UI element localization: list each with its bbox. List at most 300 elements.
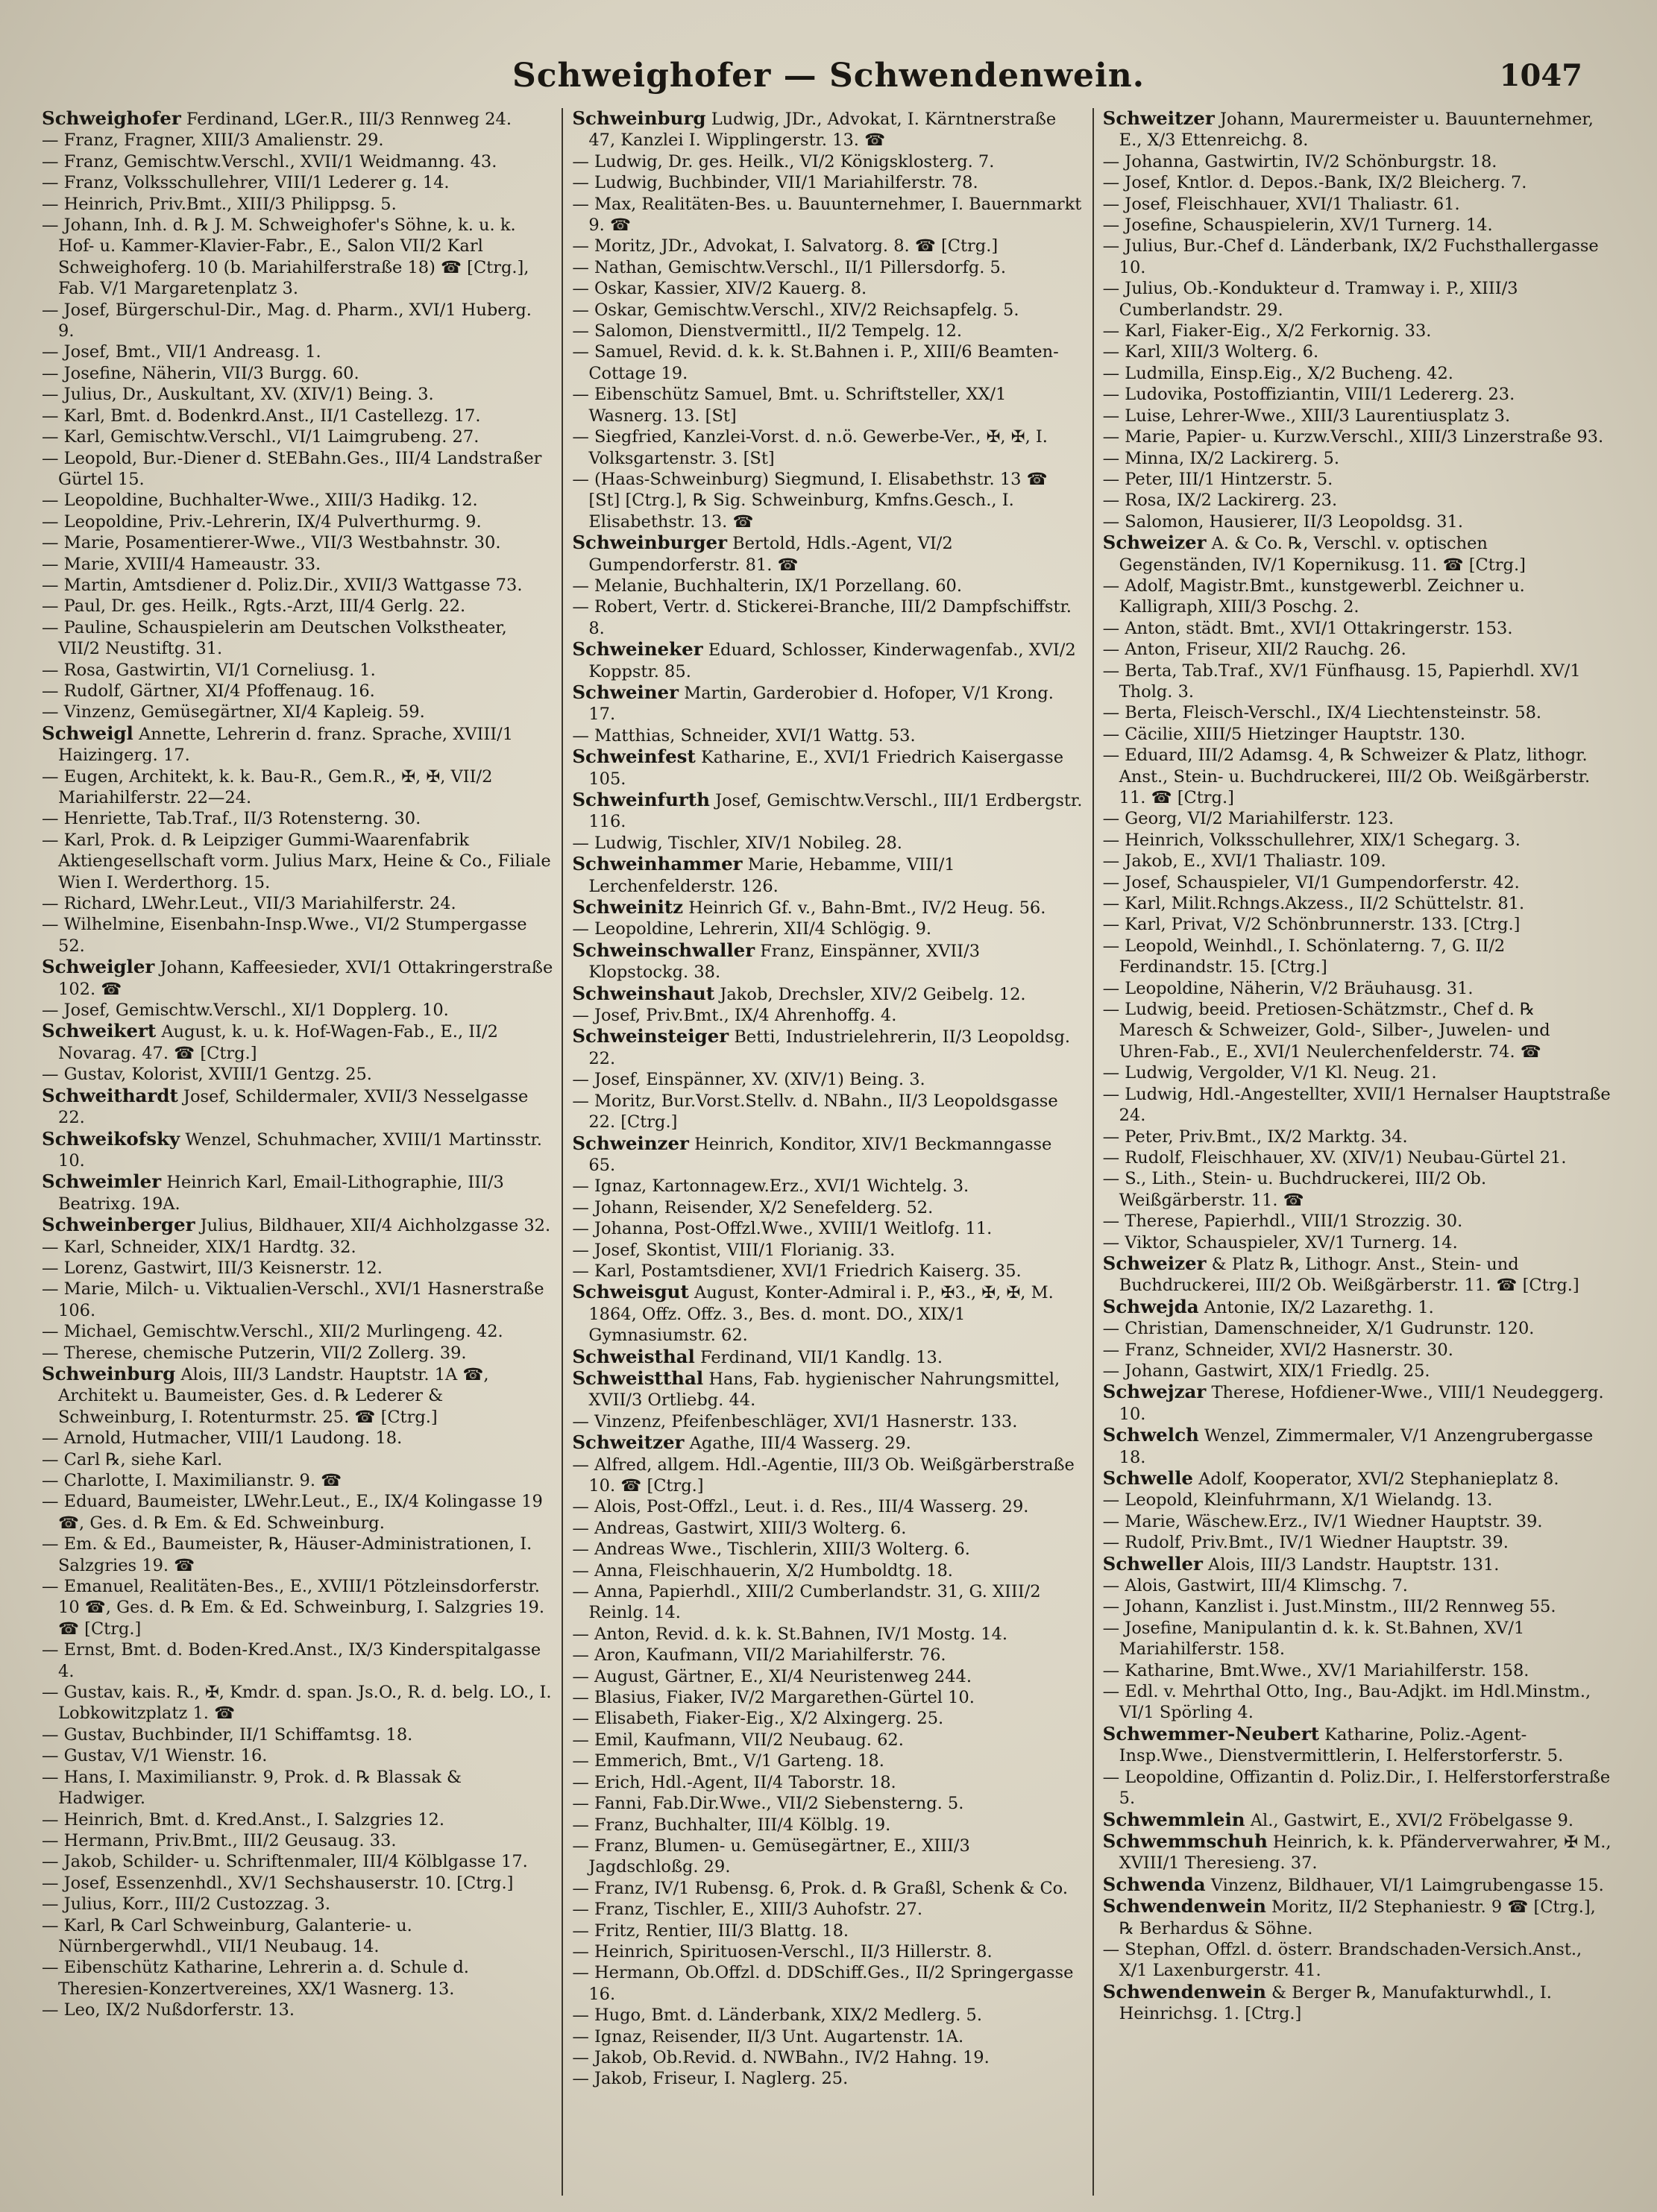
directory-entry	[1103, 1361, 1614, 1381]
directory-entry	[572, 1091, 1083, 1133]
directory-entry	[42, 215, 553, 300]
entry-details: — Paul, Dr. ges. Heilk., Rgts.-Arzt, III/4 Gerlg. 22.	[42, 596, 466, 617]
entry-surname: Schweikofsky	[42, 1127, 180, 1150]
directory-entry	[42, 1279, 553, 1321]
entry-details: — Johann, Reisender, X/2 Senefelderg. 52.	[572, 1197, 934, 1217]
directory-entry	[42, 808, 553, 829]
entry-details: — Josef, Skontist, VIII/1 Florianig. 33.	[572, 1240, 896, 1260]
directory-entry	[1103, 1232, 1614, 1253]
directory-entry	[572, 1005, 1083, 1026]
directory-entry	[42, 300, 553, 342]
entry-details: — Pauline, Schauspielerin am Deutschen Volkstheater, VII/2 Neustiftg. 31.	[42, 617, 507, 659]
entry-details: — Julius, Ob.-Kondukteur d. Tramway i. P., XIII/3 Cumberlandstr. 29.	[1102, 279, 1518, 320]
entry-details: Heinrich Gf. v., Bahn-Bmt., IV/2 Heug. 56.	[683, 898, 1046, 918]
entry-details: — Karl, Schneider, XIX/1 Hardtg. 32.	[42, 1237, 356, 1257]
directory-entry	[1103, 1511, 1614, 1532]
entry-details: — Gustav, kais. R., ✠, Kmdr. d. span. Js.O., R. d. belg. LO., I. Lobkowitzplatz 1. ☎	[42, 1683, 552, 1724]
entry-details: Wenzel, Schuhmacher, XVIII/1 Martinsstr. 10.	[58, 1129, 542, 1170]
entry-details: — Franz, Schneider, XVI/2 Hasnerstr. 30.	[1102, 1340, 1453, 1360]
entry-details: — Hermann, Priv.Bmt., III/2 Geusaug. 33.	[42, 1830, 397, 1850]
entry-details: — Katharine, Bmt.Wwe., XV/1 Mariahilferstr. 158.	[1102, 1660, 1529, 1680]
entry-details: — Eibenschütz Katharine, Lehrerin a. d. Schule d. Theresien-Konzertvereines, XX/1 Wasnerg. 13.	[42, 1958, 469, 1999]
directory-entry	[1103, 702, 1614, 723]
entry-surname: Schweizer	[1102, 532, 1207, 554]
directory-entry	[1103, 341, 1614, 362]
directory-entry	[1103, 1296, 1614, 1318]
directory-entry	[1103, 872, 1614, 893]
entry-surname: Schweisthal	[572, 1345, 695, 1367]
entry-details: Alois, III/3 Landstr. Hauptstr. 131.	[1202, 1554, 1500, 1575]
entry-details: — Marie, Papier- u. Kurzw.Verschl., XIII/3 Linzerstraße 93.	[1102, 427, 1604, 447]
directory-entry	[42, 1171, 553, 1214]
directory-entry	[42, 681, 553, 702]
entry-details: — Michael, Gemischtw.Verschl., XII/2 Murlingeng. 42.	[42, 1322, 503, 1342]
entry-details: — Josef, Kntlor. d. Depos.-Bank, IX/2 Bleicherg. 7.	[1102, 173, 1527, 193]
entry-details: — Gustav, Kolorist, XVIII/1 Gentzg. 25.	[42, 1065, 372, 1085]
directory-entry	[572, 1730, 1083, 1751]
page-number: 1047	[1499, 58, 1582, 93]
directory-entry	[42, 1957, 553, 2000]
directory-entry	[1103, 1425, 1614, 1468]
entry-surname: Schweinsteiger	[572, 1025, 729, 1047]
directory-entry	[572, 1518, 1083, 1539]
directory-entry	[42, 151, 553, 172]
directory-entry	[572, 833, 1083, 854]
entry-details: — Karl, XIII/3 Wolterg. 6.	[1102, 342, 1319, 362]
directory-entry	[572, 596, 1083, 639]
entry-details: Antonie, IX/2 Lazarethg. 1.	[1198, 1297, 1434, 1317]
entry-details: Josef, Gemischtw.Verschl., III/1 Erdbergstr. 116.	[588, 791, 1083, 832]
entry-details: — Henriette, Tab.Traf., II/3 Rotensterng. 30.	[42, 809, 421, 829]
directory-entry	[1103, 1982, 1614, 2025]
directory-entry	[572, 1836, 1083, 1878]
directory-entry	[1103, 661, 1614, 703]
entry-details: Katharine, E., XVI/1 Friedrich Kaisergasse 105.	[588, 748, 1064, 789]
entry-details: — Gustav, Buchbinder, II/1 Schiffamtsg. 18.	[42, 1724, 413, 1745]
directory-entry	[1103, 448, 1614, 469]
entry-details: — Josefine, Näherin, VII/3 Burgg. 60.	[42, 363, 359, 383]
directory-entry	[42, 766, 553, 809]
entry-details: — Karl, Prok. d. ℞ Leipziger Gummi-Waarenfabrik Aktiengesellschaft vorm. Julius Marx, Heine & Co., Filiale Wien I. Werderthorg. 15.	[42, 830, 551, 892]
directory-entry	[42, 660, 553, 681]
directory-entry	[572, 2026, 1083, 2047]
entry-details: — Karl, Postamtsdiener, XVI/1 Friedrich Kaiserg. 35.	[572, 1261, 1022, 1281]
directory-entry	[1103, 1809, 1614, 1831]
directory-entry	[572, 1432, 1083, 1454]
entry-details: Jakob, Drechsler, XIV/2 Geibelg. 12.	[714, 984, 1026, 1004]
directory-entry	[572, 983, 1083, 1005]
entry-details: — Andreas, Gastwirt, XIII/3 Wolterg. 6.	[572, 1518, 907, 1538]
entry-surname: Schweistthal	[572, 1367, 704, 1389]
entry-surname: Schwendenwein	[1102, 1895, 1266, 1918]
directory-entry	[1103, 1896, 1614, 1939]
directory-entry	[1103, 576, 1614, 618]
entry-details: — Matthias, Schneider, XVI/1 Wattg. 53.	[572, 725, 916, 746]
directory-entry	[572, 1941, 1083, 1962]
directory-entry	[42, 1343, 553, 1364]
entry-details: — Marie, Wäschew.Erz., IV/1 Wiedner Hauptstr. 39.	[1102, 1511, 1543, 1531]
entry-details: — Salomon, Dienstvermittl., II/2 Tempelg. 12.	[572, 321, 963, 341]
entry-details: — Jakob, Ob.Revid. d. NWBahn., IV/2 Hahng. 19.	[572, 2047, 990, 2067]
directory-entry	[42, 1129, 553, 1172]
entry-surname: Schwejda	[1102, 1295, 1199, 1317]
entry-details: — Peter, III/1 Hintzerstr. 5.	[1102, 469, 1333, 489]
directory-entry	[572, 682, 1083, 725]
directory-entry	[1103, 1340, 1614, 1361]
directory-entry	[572, 1496, 1083, 1517]
entry-surname: Schweinburg	[572, 108, 706, 129]
entry-details: — Emanuel, Realitäten-Bes., E., XVIII/1 Pötzleinsdorferstr. 10 ☎, Ges. d. ℞ Em. & Ed. Schweinburg, I. Salzgries 19. ☎ [Ctrg.]	[42, 1577, 545, 1639]
directory-entry	[1103, 490, 1614, 511]
directory-entry	[1103, 1874, 1614, 1896]
directory-entry	[572, 1218, 1083, 1239]
entry-surname: Schweinshaut	[572, 982, 715, 1004]
entry-details: — Samuel, Revid. d. k. k. St.Bahnen i. P., XIII/6 Beamten-Cottage 19.	[572, 342, 1059, 383]
entry-details: — Karl, Gemischtw.Verschl., VI/1 Laimgrubeng. 27.	[42, 427, 480, 447]
directory-entry	[1103, 1127, 1614, 1147]
entry-details: Josef, Schildermaler, XVII/3 Nesselgasse 22.	[58, 1086, 529, 1128]
entry-details: — Hermann, Ob.Offzl. d. DDSchiff.Ges., II/2 Springergasse 16.	[572, 1963, 1074, 2004]
entry-details: Ludwig, JDr., Advokat, I. Kärntnerstraße 47, Kanzlei I. Wipplingerstr. 13. ☎	[588, 110, 1057, 151]
directory-entry	[42, 1873, 553, 1894]
entry-surname: Schweigl	[42, 722, 133, 744]
entry-surname: Schweinfest	[572, 746, 696, 768]
entry-details: — Emmerich, Bmt., V/1 Garteng. 18.	[572, 1751, 884, 1771]
entry-details: Hans, Fab. hygienischer Nahrungsmittel, XVII/3 Ortliebg. 44.	[588, 1369, 1060, 1411]
entry-details: August, Konter-Admiral i. P., ✠3., ✠, ✠, M. 1864, Offz. Offz. 3., Bes. d. mont. DO., XIX/1 Gymnasiumstr. 62.	[588, 1283, 1054, 1346]
entry-details: Adolf, Kooperator, XVI/2 Stephanieplatz 8.	[1192, 1469, 1559, 1489]
directory-entry	[572, 940, 1083, 983]
entry-details: — Ludwig, Vergolder, V/1 Kl. Neug. 21.	[1102, 1063, 1437, 1083]
directory-entry	[572, 1962, 1083, 2005]
entry-surname: Schwemmer-Neubert	[1102, 1722, 1320, 1745]
entry-details: — Oskar, Kassier, XIV/2 Kauerg. 8.	[572, 279, 867, 299]
directory-entry	[1103, 1724, 1614, 1767]
entry-details: — Em. & Ed., Baumeister, ℞, Häuser-Administrationen, I. Salzgries 19. ☎	[42, 1534, 532, 1575]
directory-entry	[1103, 384, 1614, 405]
directory-entry	[572, 1176, 1083, 1197]
entry-details: — Edl. v. Mehrthal Otto, Ing., Bau-Adjkt. im Hdl.Minstm., VI/1 Spörling 4.	[1102, 1682, 1591, 1723]
entry-details: — S., Lith., Stein- u. Buchdruckerei, III/2 Ob. Weißgärberstr. 11. ☎	[1102, 1169, 1487, 1210]
directory-entry	[572, 278, 1083, 299]
entry-details: — Josef, Bürgerschul-Dir., Mag. d. Pharm., XVI/1 Huberg. 9.	[42, 300, 532, 341]
entry-details: Wenzel, Zimmermaler, V/1 Anzengrubergasse 18.	[1119, 1426, 1594, 1467]
entry-details: — Nathan, Gemischtw.Verschl., II/1 Pillersdorfg. 5.	[572, 257, 1006, 277]
entry-surname: Schweinburg	[42, 1362, 176, 1384]
entry-details: — Oskar, Gemischtw.Verschl., XIV/2 Reichsapfelg. 5.	[572, 300, 1019, 320]
directory-entry	[1103, 172, 1614, 193]
directory-entry	[42, 406, 553, 426]
directory-entry	[42, 1745, 553, 1766]
entry-details: — Josef, Gemischtw.Verschl., XI/1 Dopplerg. 10.	[42, 1001, 449, 1021]
entry-surname: Schweinitz	[572, 896, 684, 918]
entry-details: — Siegfried, Kanzlei-Vorst. d. n.ö. Gewerbe-Ver., ✠, ✠, I. Volksgartenstr. 3. [St]	[572, 427, 1048, 468]
entry-details: Eduard, Schlosser, Kinderwagenfab., XVI/2 Koppstr. 85.	[588, 640, 1076, 681]
directory-entry	[1103, 108, 1614, 151]
directory-entry	[1103, 1681, 1614, 1724]
entry-details: Heinrich, Konditor, XIV/1 Beckmanngasse 65.	[588, 1134, 1052, 1175]
entry-details: — Cäcilie, XIII/5 Hietzinger Hauptstr. 130.	[1102, 724, 1466, 744]
directory-entry	[572, 1645, 1083, 1666]
directory-entry	[1103, 1168, 1614, 1211]
entry-details: Julius, Bildhauer, XII/4 Aichholzgasse 32.	[195, 1216, 551, 1236]
directory-entry	[572, 1920, 1083, 1941]
directory-entry	[1103, 1939, 1614, 1982]
entry-details: — Anna, Papierhdl., XIII/2 Cumberlandstr. 31, G. XIII/2 Reinlg. 14.	[572, 1582, 1041, 1623]
directory-entry	[42, 130, 553, 151]
entry-details: August, k. u. k. Hof-Wagen-Fab., E., II/2 Novarag. 47. ☎ [Ctrg.]	[58, 1022, 498, 1063]
entry-details: — Leopold, Bur.-Diener d. StEBahn.Ges., III/4 Landstraßer Gürtel 15.	[42, 448, 542, 489]
entry-details: — Andreas Wwe., Tischlerin, XIII/3 Wolterg. 6.	[572, 1540, 970, 1560]
directory-entry	[42, 1809, 553, 1830]
entry-details: — Franz, Gemischtw.Verschl., XVII/1 Weidmanng. 43.	[42, 151, 497, 171]
directory-entry	[572, 1069, 1083, 1090]
directory-entry	[572, 321, 1083, 341]
running-title: Schweighofer — Schwendenwein.	[512, 57, 1145, 95]
entry-details: — Johanna, Gastwirtin, IV/2 Schönburgstr. 18.	[1102, 151, 1497, 171]
entry-surname: Schweineker	[572, 638, 703, 661]
directory-entry	[1103, 426, 1614, 447]
directory-entry	[1103, 321, 1614, 341]
entry-details: — Anton, Friseur, XII/2 Rauchg. 26.	[1102, 640, 1406, 660]
directory-entry	[1103, 215, 1614, 236]
entry-details: — Karl, Bmt. d. Bodenkrd.Anst., II/1 Castellezg. 17.	[42, 406, 481, 426]
entry-details: — Karl, Privat, V/2 Schönbrunnerstr. 133. [Ctrg.]	[1102, 915, 1521, 935]
entry-details: — August, Gärtner, E., XI/4 Neuristenweg 244.	[572, 1666, 972, 1686]
entry-surname: Schweighofer	[42, 108, 181, 129]
entry-details: — Ernst, Bmt. d. Boden-Kred.Anst., IX/3 Kinderspitalgasse 4.	[42, 1640, 541, 1681]
entry-details: — Richard, LWehr.Leut., VII/3 Mariahilferstr. 24.	[42, 894, 456, 914]
directory-entry	[42, 1894, 553, 1915]
directory-entry	[42, 1085, 553, 1129]
directory-entry	[1103, 1575, 1614, 1596]
directory-entry	[572, 1240, 1083, 1261]
entry-details: — Anna, Fleischhauerin, X/2 Humboldtg. 18.	[572, 1560, 953, 1581]
directory-entry	[1103, 1318, 1614, 1339]
entry-details: — Jakob, Schilder- u. Schriftenmaler, III/4 Kölblgasse 17.	[42, 1852, 528, 1872]
entry-details: — Georg, VI/2 Mariahilferstr. 123.	[1102, 809, 1395, 829]
directory-entry	[1103, 363, 1614, 384]
entry-details: — Josef, Priv.Bmt., IX/4 Ahrenhoffg. 4.	[572, 1006, 897, 1026]
entry-details: — Moritz, JDr., Advokat, I. Salvatorg. 8. ☎ [Ctrg.]	[572, 236, 999, 256]
entry-details: — Erich, Hdl.-Agent, II/4 Taborstr. 18.	[572, 1772, 896, 1792]
entry-details: — Stephan, Offzl. d. österr. Brandschaden-Versich.Anst., X/1 Laxenburgerstr. 41.	[1102, 1939, 1582, 1981]
directory-entry	[42, 957, 553, 1000]
directory-entry	[42, 448, 553, 491]
directory-entry	[42, 1767, 553, 1809]
directory-entry	[572, 854, 1083, 897]
entry-details: — Franz, Volksschullehrer, VIII/1 Lederer g. 14.	[42, 173, 450, 193]
directory-entry	[572, 1708, 1083, 1729]
directory-entry	[42, 1470, 553, 1491]
entry-details: — Carl ℞, siehe Karl.	[42, 1449, 223, 1469]
entry-details: — Ignaz, Reisender, II/3 Unt. Augartenstr. 1A.	[572, 2026, 964, 2046]
directory-entry	[42, 596, 553, 617]
directory-entry	[572, 1368, 1083, 1411]
entry-details: — Leopoldine, Näherin, V/2 Bräuhausg. 31.	[1102, 978, 1474, 998]
directory-entry	[42, 1576, 553, 1639]
directory-entry	[572, 1411, 1083, 1432]
entry-details: A. & Co. ℞, Verschl. v. optischen Gegenständen, IV/1 Kopernikusg. 11. ☎ [Ctrg.]	[1119, 534, 1526, 575]
entry-details: Agathe, III/4 Wasserg. 29.	[684, 1434, 911, 1454]
directory-entry	[572, 746, 1083, 790]
directory-entry	[1103, 1381, 1614, 1425]
directory-entry	[572, 151, 1083, 172]
directory-entry	[1103, 1767, 1614, 1809]
entry-details: — Leopold, Kleinfuhrmann, X/1 Wielandg. 13.	[1102, 1490, 1493, 1510]
directory-entry	[572, 108, 1083, 151]
directory-entry	[1103, 1831, 1614, 1874]
directory-entry	[42, 1021, 553, 1064]
directory-entry	[572, 1581, 1083, 1624]
entry-details: — Rudolf, Gärtner, XI/4 Pfoffenaug. 16.	[42, 681, 375, 701]
entry-details: — Johann, Kanzlist i. Just.Minstm., III/2 Rennweg 55.	[1102, 1597, 1556, 1617]
directory-entry	[42, 194, 553, 215]
directory-entry	[572, 1687, 1083, 1708]
directory-entry	[572, 384, 1083, 426]
entry-surname: Schweinschwaller	[572, 939, 755, 961]
entry-details: — Salomon, Hausierer, II/3 Leopoldsg. 31.	[1102, 511, 1464, 532]
directory-entry	[572, 725, 1083, 746]
directory-entry	[572, 1815, 1083, 1836]
entry-surname: Schwelch	[1102, 1424, 1199, 1446]
directory-entry	[1103, 236, 1614, 278]
directory-entry	[42, 1534, 553, 1576]
entry-details: — Eduard, III/2 Adamsg. 4, ℞ Schweizer & Platz, lithogr. Anst., Stein- u. Buchdruckerei, III/2 Ob. Weißgärberstr. 11. ☎ [Ctrg.]	[1102, 746, 1591, 807]
directory-entry	[1103, 1490, 1614, 1510]
directory-entry	[572, 897, 1083, 918]
directory-entry	[1103, 1062, 1614, 1083]
directory-entry	[572, 300, 1083, 321]
entry-surname: Schweinfurth	[572, 789, 710, 810]
entry-details: — Josef, Essenzenhdl., XV/1 Sechshauserstr. 10. [Ctrg.]	[42, 1873, 514, 1893]
directory-entry	[1103, 1211, 1614, 1232]
directory-entry	[1103, 1596, 1614, 1617]
directory-entry	[572, 1560, 1083, 1581]
directory-entry	[42, 384, 553, 405]
directory-entry	[1103, 532, 1614, 576]
directory-entry	[572, 1878, 1083, 1899]
entry-details: — Ludwig, Hdl.-Angestellter, XVII/1 Hernalser Hauptstraße 24.	[1102, 1084, 1611, 1126]
entry-details: — Leopoldine, Offizantin d. Poliz.Dir., I. Helferstorferstraße 5.	[1102, 1767, 1611, 1809]
entry-details: — Anton, städt. Bmt., XVI/1 Ottakringerstr. 153.	[1102, 618, 1513, 638]
entry-details: — Christian, Damenschneider, X/1 Gudrunstr. 120.	[1102, 1319, 1535, 1339]
entry-details: — (Haas-Schweinburg) Siegmund, I. Elisabethstr. 13 ☎ [St] [Ctrg.], ℞ Sig. Schweinburg, Kmfns.Gesch., I. Elisabethstr. 13. ☎	[572, 469, 1048, 532]
entry-details: — Julius, Bur.-Chef d. Länderbank, IX/2 Fuchsthallergasse 10.	[1102, 236, 1599, 277]
directory-entry	[42, 1724, 553, 1745]
entry-details: — Ludwig, Buchbinder, VII/1 Mariahilferstr. 78.	[572, 173, 978, 193]
directory-entry	[1103, 724, 1614, 745]
entry-details: Johann, Maurermeister u. Bauunternehmer, E., X/3 Ettenreichg. 8.	[1119, 110, 1594, 151]
directory-entry	[1103, 808, 1614, 829]
entry-surname: Schweimler	[42, 1170, 162, 1193]
entry-details: — Melanie, Buchhalterin, IX/1 Porzellang. 60.	[572, 576, 963, 596]
directory-entry	[572, 1899, 1083, 1920]
entry-details: — Franz, Tischler, E., XIII/3 Auhofstr. 27.	[572, 1900, 923, 1920]
entry-details: — Josef, Schauspieler, VI/1 Gumpendorferstr. 42.	[1102, 872, 1520, 892]
entry-details: — Leopoldine, Buchhalter-Wwe., XIII/3 Hadikg. 12.	[42, 491, 478, 511]
directory-entry	[42, 554, 553, 575]
directory-entry	[572, 1133, 1083, 1176]
directory-entry	[1103, 851, 1614, 872]
entry-surname: Schweizer	[1102, 1252, 1207, 1274]
entry-details: — Eduard, Baumeister, LWehr.Leut., E., IX/4 Kolingasse 19 ☎, Ges. d. ℞ Em. & Ed. Schweinburg.	[42, 1492, 543, 1533]
entry-details: — Rosa, Gastwirtin, VI/1 Corneliusg. 1.	[42, 660, 376, 680]
column-1	[33, 108, 563, 2196]
entry-details: Heinrich, k. k. Pfänderverwahrer, ✠ M., XVIII/1 Theresieng. 37.	[1119, 1832, 1612, 1874]
entry-surname: Schweinberger	[42, 1214, 195, 1236]
entry-details: — Heinrich, Spirituosen-Verschl., II/3 Hillerstr. 8.	[572, 1941, 993, 1962]
entry-details: — Franz, Fragner, XIII/3 Amalienstr. 29.	[42, 130, 384, 151]
directory-entry	[42, 893, 553, 914]
entry-details: — Emil, Kaufmann, VII/2 Neubaug. 62.	[572, 1730, 904, 1750]
entry-details: — Luise, Lehrer-Wwe., XIII/3 Laurentiusplatz 3.	[1102, 406, 1511, 426]
directory-entry	[572, 1793, 1083, 1814]
entry-details: — Ludmilla, Einsp.Eig., X/2 Bucheng. 42.	[1102, 363, 1453, 383]
directory-entry	[572, 1751, 1083, 1771]
entry-surname: Schweinhammer	[572, 853, 743, 875]
entry-details: Franz, Einspänner, XVII/3 Klopstockg. 38.	[588, 941, 981, 983]
entry-details: Ferdinand, LGer.R., III/3 Rennweg 24.	[180, 110, 512, 129]
entry-details: — Heinrich, Bmt. d. Kred.Anst., I. Salzgries 12.	[42, 1809, 444, 1830]
entry-surname: Schweller	[1102, 1552, 1203, 1575]
directory-entry	[1103, 914, 1614, 935]
entry-details: — Josefine, Schauspielerin, XV/1 Turnerg. 14.	[1102, 215, 1493, 236]
directory-entry	[572, 1666, 1083, 1687]
directory-entry	[42, 426, 553, 447]
entry-details: — Arnold, Hutmacher, VIII/1 Laudong. 18.	[42, 1428, 403, 1449]
entry-surname: Schwejzar	[1102, 1381, 1207, 1403]
entry-details: — Therese, chemische Putzerin, VII/2 Zollerg. 39.	[42, 1343, 467, 1363]
entry-details: — Karl, ℞ Carl Schweinburg, Galanterie- u. Nürnbergerwhdl., VII/1 Neubaug. 14.	[42, 1915, 412, 1956]
directory-entry	[572, 194, 1083, 236]
entry-details: — Marie, XVIII/4 Hameaustr. 33.	[42, 554, 321, 574]
entry-details: — Rosa, IX/2 Lackirerg. 23.	[1102, 491, 1338, 511]
entry-surname: Schwemmlein	[1102, 1808, 1245, 1830]
entry-details: Alois, III/3 Landstr. Hauptstr. 1A ☎, Architekt u. Baumeister, Ges. d. ℞ Lederer & Schweinburg, I. Rotenturmstr. 25. ☎ [Ctrg.]	[58, 1364, 489, 1427]
directory-entry	[42, 1491, 553, 1534]
directory-entry	[42, 723, 553, 766]
directory-entry	[572, 2005, 1083, 2026]
directory-entry	[42, 1064, 553, 1085]
directory-entry	[42, 914, 553, 957]
directory-entry	[1103, 999, 1614, 1062]
directory-entry	[42, 1321, 553, 1342]
directory-entry	[572, 426, 1083, 469]
directory-entry	[42, 830, 553, 893]
directory-entry	[572, 1772, 1083, 1793]
directory-entry	[42, 363, 553, 384]
entry-details: — Hans, I. Maximilianstr. 9, Prok. d. ℞ Blassak & Hadwiger.	[42, 1767, 462, 1809]
entry-details: Marie, Hebamme, VIII/1 Lerchenfelderstr. 126.	[588, 855, 955, 896]
directory-entry	[42, 1639, 553, 1682]
directory-entry	[572, 341, 1083, 384]
entry-details: — Elisabeth, Fiaker-Eig., X/2 Alxingerg. 25.	[572, 1709, 944, 1729]
directory-entry	[42, 1682, 553, 1724]
entry-details: — Blasius, Fiaker, IV/2 Margarethen-Gürtel 10.	[572, 1688, 975, 1708]
directory-entry	[1103, 511, 1614, 532]
directory-entry	[1103, 893, 1614, 914]
entry-details: Martin, Garderobier d. Hofoper, V/1 Krong. 17.	[588, 683, 1054, 725]
entry-details: — Ignaz, Kartonnagew.Erz., XVI/1 Wichtelg. 3.	[572, 1176, 969, 1197]
entry-details: Betti, Industrielehrerin, II/3 Leopoldsg. 22.	[588, 1027, 1070, 1068]
entry-details: & Platz ℞, Lithogr. Anst., Stein- und Buchdruckerei, III/2 Ob. Weißgärberstr. 11. ☎ [Ctrg.]	[1119, 1254, 1579, 1296]
entry-details: — Robert, Vertr. d. Stickerei-Branche, III/2 Dampfschiffstr. 8.	[572, 597, 1072, 638]
directory-entry	[572, 1624, 1083, 1645]
entry-details: — Moritz, Bur.Vorst.Stellv. d. NBahn., II/3 Leopoldsgasse 22. [Ctrg.]	[572, 1091, 1058, 1132]
entry-details: — Eugen, Architekt, k. k. Bau-R., Gem.R., ✠, ✠, VII/2 Mariahilferstr. 22—24.	[42, 766, 493, 807]
entry-details: — Ludwig, Tischler, XIV/1 Nobileg. 28.	[572, 833, 902, 853]
